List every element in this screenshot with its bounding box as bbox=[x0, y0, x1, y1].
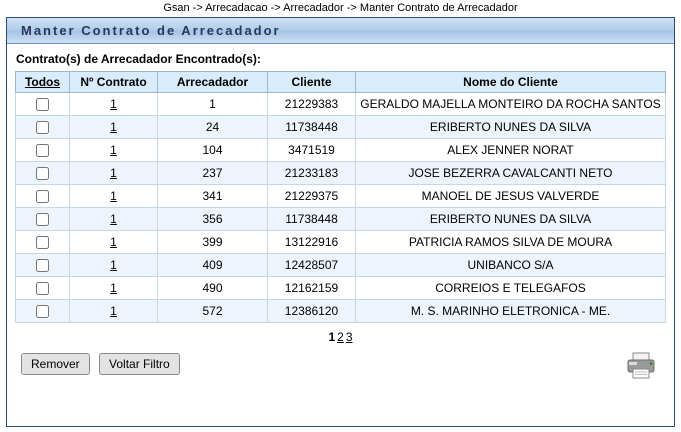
cell-nome-cliente: PATRICIA RAMOS SILVA DE MOURA bbox=[356, 231, 666, 254]
cell-cliente: 12386120 bbox=[268, 300, 356, 323]
cell-arrecadador: 104 bbox=[158, 139, 268, 162]
cell-arrecadador: 1 bbox=[158, 93, 268, 116]
cell-cliente: 3471519 bbox=[268, 139, 356, 162]
row-checkbox[interactable] bbox=[36, 167, 49, 180]
contract-link[interactable]: 1 bbox=[110, 120, 117, 134]
contract-link[interactable]: 1 bbox=[110, 143, 117, 157]
table-header-row bbox=[16, 72, 666, 93]
row-select-cell bbox=[16, 162, 70, 185]
row-checkbox[interactable] bbox=[36, 121, 49, 134]
row-checkbox[interactable] bbox=[36, 213, 49, 226]
cell-contrato bbox=[70, 185, 158, 208]
cell-nome-cliente: UNIBANCO S/A bbox=[356, 254, 666, 277]
row-select-cell bbox=[16, 300, 70, 323]
row-select-cell bbox=[16, 185, 70, 208]
pagination-page-2[interactable]: 2 bbox=[337, 330, 344, 344]
cell-contrato bbox=[70, 116, 158, 139]
cell-cliente: 21229383 bbox=[268, 93, 356, 116]
cell-contrato bbox=[70, 93, 158, 116]
column-header-arrecadador: Arrecadador bbox=[158, 72, 268, 93]
pagination bbox=[15, 330, 666, 344]
contract-link[interactable]: 1 bbox=[110, 212, 117, 226]
row-select-cell bbox=[16, 139, 70, 162]
row-checkbox[interactable] bbox=[36, 236, 49, 249]
cell-contrato bbox=[70, 231, 158, 254]
contracts-table bbox=[15, 71, 666, 323]
contract-link[interactable]: 1 bbox=[110, 281, 117, 295]
contract-link[interactable]: 1 bbox=[110, 97, 117, 111]
cell-arrecadador: 237 bbox=[158, 162, 268, 185]
cell-arrecadador: 341 bbox=[158, 185, 268, 208]
cell-nome-cliente: ERIBERTO NUNES DA SILVA bbox=[356, 208, 666, 231]
cell-arrecadador: 490 bbox=[158, 277, 268, 300]
row-select-cell bbox=[16, 254, 70, 277]
column-header-todos[interactable] bbox=[16, 72, 70, 93]
column-header-cliente: Cliente bbox=[268, 72, 356, 93]
cell-cliente: 13122916 bbox=[268, 231, 356, 254]
row-checkbox[interactable] bbox=[36, 144, 49, 157]
breadcrumb: Gsan -> Arrecadacao -> Arrecadador -> Manter Contrato de Arrecadador bbox=[0, 0, 681, 15]
contract-link[interactable]: 1 bbox=[110, 166, 117, 180]
panel-body bbox=[7, 44, 674, 393]
cell-nome-cliente: JOSE BEZERRA CAVALCANTI NETO bbox=[356, 162, 666, 185]
row-checkbox[interactable] bbox=[36, 259, 49, 272]
row-checkbox[interactable] bbox=[36, 282, 49, 295]
cell-nome-cliente: M. S. MARINHO ELETRONICA - ME. bbox=[356, 300, 666, 323]
column-header-contrato: Nº Contrato bbox=[70, 72, 158, 93]
row-checkbox[interactable] bbox=[36, 190, 49, 203]
table-row bbox=[16, 300, 666, 323]
row-checkbox[interactable] bbox=[36, 305, 49, 318]
table-row bbox=[16, 185, 666, 208]
row-select-cell bbox=[16, 277, 70, 300]
cell-cliente: 11738448 bbox=[268, 208, 356, 231]
column-header-nome-cliente: Nome do Cliente bbox=[356, 72, 666, 93]
remove-button[interactable]: Remover bbox=[21, 353, 90, 375]
table-row bbox=[16, 277, 666, 300]
table-row bbox=[16, 93, 666, 116]
cell-nome-cliente: ALEX JENNER NORAT bbox=[356, 139, 666, 162]
select-all-link[interactable]: Todos bbox=[24, 75, 61, 89]
contract-link[interactable]: 1 bbox=[110, 189, 117, 203]
row-checkbox[interactable] bbox=[36, 98, 49, 111]
table-body bbox=[16, 93, 666, 323]
pagination-page-3[interactable]: 3 bbox=[345, 330, 353, 344]
table-row bbox=[16, 208, 666, 231]
table-row bbox=[16, 162, 666, 185]
main-panel bbox=[6, 17, 675, 427]
row-select-cell bbox=[16, 93, 70, 116]
row-select-cell bbox=[16, 231, 70, 254]
pagination-current-page: 1 bbox=[328, 330, 336, 344]
cell-cliente: 11738448 bbox=[268, 116, 356, 139]
cell-nome-cliente: ERIBERTO NUNES DA SILVA bbox=[356, 116, 666, 139]
cell-cliente: 12428507 bbox=[268, 254, 356, 277]
cell-contrato bbox=[70, 300, 158, 323]
results-subtitle: Contrato(s) de Arrecadador Encontrado(s): bbox=[16, 52, 261, 66]
cell-contrato bbox=[70, 208, 158, 231]
cell-cliente: 12162159 bbox=[268, 277, 356, 300]
page-title: Manter Contrato de Arrecadador bbox=[7, 18, 674, 44]
cell-arrecadador: 24 bbox=[158, 116, 268, 139]
cell-cliente: 21233183 bbox=[268, 162, 356, 185]
cell-contrato bbox=[70, 139, 158, 162]
cell-cliente: 21229375 bbox=[268, 185, 356, 208]
cell-contrato bbox=[70, 254, 158, 277]
table-row bbox=[16, 254, 666, 277]
cell-contrato bbox=[70, 162, 158, 185]
footer-actions bbox=[15, 353, 666, 393]
table-row bbox=[16, 231, 666, 254]
table-row bbox=[16, 116, 666, 139]
row-select-cell bbox=[16, 208, 70, 231]
printer-icon[interactable] bbox=[624, 351, 658, 381]
cell-arrecadador: 399 bbox=[158, 231, 268, 254]
cell-contrato bbox=[70, 277, 158, 300]
table-row bbox=[16, 139, 666, 162]
cell-arrecadador: 409 bbox=[158, 254, 268, 277]
row-select-cell bbox=[16, 116, 70, 139]
back-filter-button[interactable]: Voltar Filtro bbox=[99, 353, 180, 375]
contract-link[interactable]: 1 bbox=[110, 304, 117, 318]
cell-nome-cliente: GERALDO MAJELLA MONTEIRO DA ROCHA SANTOS bbox=[356, 93, 666, 116]
contract-link[interactable]: 1 bbox=[110, 258, 117, 272]
cell-arrecadador: 572 bbox=[158, 300, 268, 323]
cell-nome-cliente: CORREIOS E TELEGAFOS bbox=[356, 277, 666, 300]
cell-arrecadador: 356 bbox=[158, 208, 268, 231]
cell-nome-cliente: MANOEL DE JESUS VALVERDE bbox=[356, 185, 666, 208]
contract-link[interactable]: 1 bbox=[110, 235, 117, 249]
